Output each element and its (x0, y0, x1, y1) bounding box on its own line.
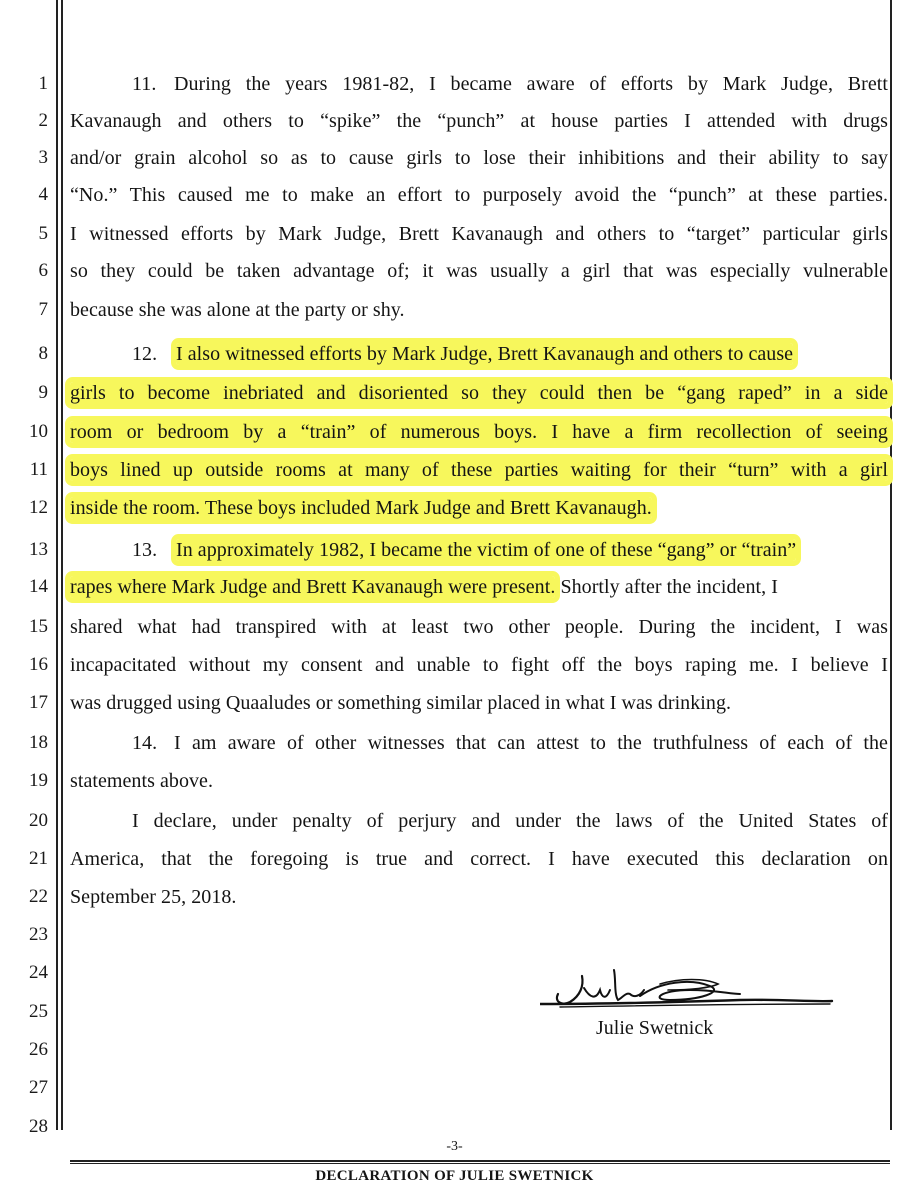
line-number: 4 (38, 184, 48, 205)
paragraph-11-line-2: Kavanaugh and others to “spike” the “punch” at house parties I attended with drugs (70, 110, 888, 132)
line-number: 2 (38, 110, 48, 131)
paragraph-13-line-4: incapacitated without my consent and unable to fight off the boys raping me. I believe I (70, 654, 888, 676)
line-number: 25 (29, 1001, 48, 1022)
paragraph-11-line-1: 11. During the years 1981-82, I became aware of efforts by Mark Judge, Brett (132, 73, 888, 95)
line-number: 28 (29, 1116, 48, 1137)
line-number: 21 (29, 848, 48, 869)
paragraph-number: 12. (132, 343, 158, 365)
paragraph-11-line-3: and/or grain alcohol so as to cause girls to lose their inhibitions and their ability to say (70, 147, 888, 169)
paragraph-11-line-6: so they could be taken advantage of; it was usually a girl that was especially vulnerable (70, 260, 888, 282)
paragraph-13-line-1 (70, 538, 888, 562)
paragraph-12-line-3 (70, 420, 888, 444)
line-number: 22 (29, 886, 48, 907)
line-number: 8 (38, 343, 48, 364)
line-number: 7 (38, 299, 48, 320)
line-number: 10 (29, 421, 48, 442)
line-number: 23 (29, 924, 48, 945)
line-number: 26 (29, 1039, 48, 1060)
highlighted-text: rapes where Mark Judge and Brett Kavanaugh were present. (70, 576, 556, 598)
paragraph-number: 14. (132, 732, 158, 754)
line-number: 27 (29, 1077, 48, 1098)
line-number: 12 (29, 497, 48, 518)
footer-rule-thin (70, 1163, 890, 1164)
line-number: 5 (38, 223, 48, 244)
line-number: 9 (38, 382, 48, 403)
paragraph-number: 13. (132, 539, 158, 561)
highlighted-text: girls to become inebriated and disoriented so they could then be “gang raped” in a side (70, 382, 888, 404)
paragraph-13-line-5: was drugged using Quaaludes or something similar placed in what I was drinking. (70, 692, 732, 714)
footer-rule (70, 1160, 890, 1162)
paragraph-12-line-2 (70, 381, 888, 405)
line-number: 1 (38, 73, 48, 94)
paragraph-12-line-5 (70, 496, 888, 520)
line-number: 14 (29, 576, 48, 597)
paragraph-11-line-7: because she was alone at the party or shy. (70, 299, 405, 321)
paragraph-number: 11. (132, 73, 157, 95)
line-number: 19 (29, 770, 48, 791)
paragraph-14-line-1: 14. I am aware of other witnesses that can attest to the truthfulness of each of the (132, 732, 888, 754)
highlighted-text: In approximately 1982, I became the victim of one of these “gang” or “train” (176, 539, 797, 561)
line-number: 20 (29, 810, 48, 831)
line-number: 3 (38, 147, 48, 168)
declaration-line-2: America, that the foregoing is true and correct. I have executed this declaration on (70, 848, 888, 870)
page-number: -3- (446, 1139, 463, 1154)
declaration-line-1: I declare, under penalty of perjury and under the laws of the United States of (132, 810, 888, 832)
highlighted-text: room or bedroom by a “train” of numerous boys. I have a firm recollection of seeing (70, 421, 888, 443)
line-number: 11 (29, 459, 48, 480)
highlighted-text: inside the room. These boys included Mark Judge and Brett Kavanaugh. (70, 497, 652, 519)
declaration-line-3: September 25, 2018. (70, 886, 237, 908)
paragraph-11-line-4: “No.” This caused me to make an effort to purposely avoid the “punch” at these parties. (70, 184, 888, 206)
left-margin-rule (56, 0, 58, 1130)
line-number: 18 (29, 732, 48, 753)
paragraph-11-line-5: I witnessed efforts by Mark Judge, Brett Kavanaugh and others to “target” particular girls (70, 223, 888, 245)
paragraph-13-line-3: shared what had transpired with at least two other people. During the incident, I was (70, 616, 888, 638)
line-number: 16 (29, 654, 48, 675)
highlighted-text: I also witnessed efforts by Mark Judge, Brett Kavanaugh and others to cause (176, 343, 794, 365)
line-number: 6 (38, 260, 48, 281)
paragraph-12-line-1 (70, 342, 888, 366)
signer-name: Julie Swetnick (596, 1017, 714, 1039)
line-number: 13 (29, 539, 48, 560)
left-margin-rule-inner (61, 0, 63, 1130)
right-margin-rule (890, 0, 892, 1130)
paragraph-13-line-2: rapes where Mark Judge and Brett Kavanaugh were present. Shortly after the incident, I (70, 576, 778, 598)
line-number: 15 (29, 616, 48, 637)
paragraph-12-line-4 (70, 458, 888, 482)
line-number: 17 (29, 692, 48, 713)
line-number: 24 (29, 962, 48, 983)
highlighted-text: boys lined up outside rooms at many of these parties waiting for their “turn” with a girl (70, 459, 888, 481)
handwritten-signature (540, 960, 840, 1020)
footer-title: DECLARATION OF JULIE SWETNICK (315, 1168, 594, 1184)
paragraph-14-line-2: statements above. (70, 770, 214, 792)
